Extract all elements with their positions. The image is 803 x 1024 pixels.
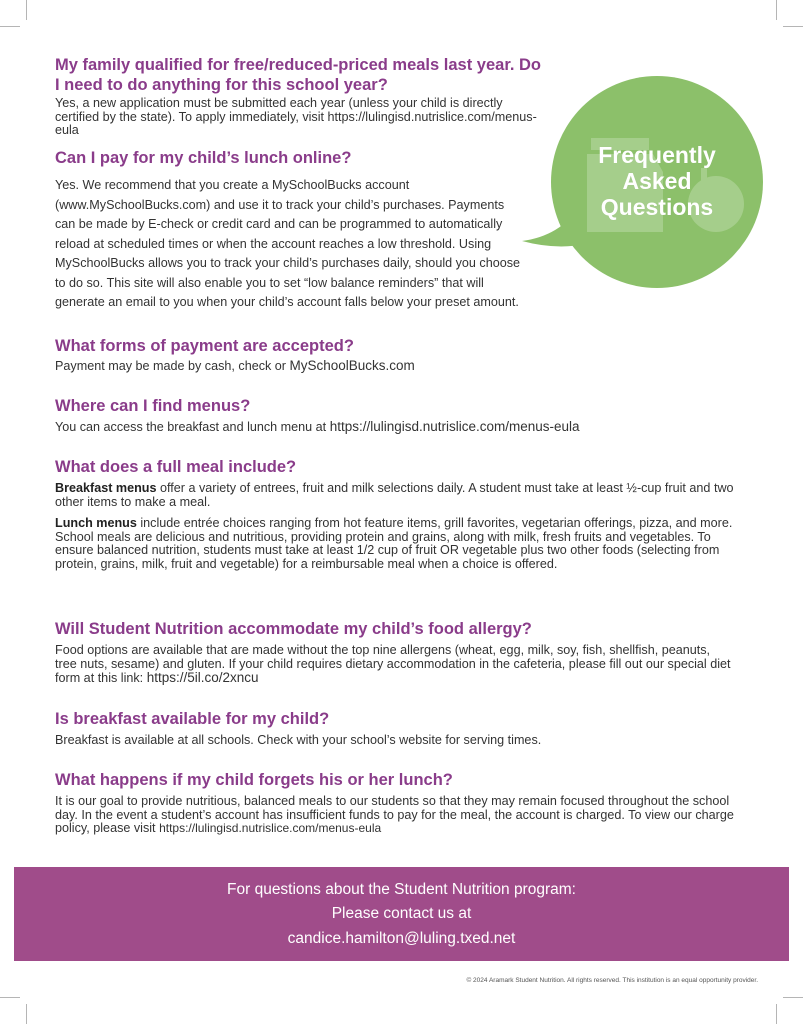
contact-email-link[interactable]: candice.hamilton@luling.txed.net <box>287 930 516 947</box>
faq-answer: Breakfast is available at all schools. Check with your school’s website for serving times. <box>55 733 542 747</box>
faq-question: What happens if my child forgets his or her lunch? <box>55 771 453 789</box>
faq-answer-text: Food options are available that are made without the top nine allergens (wheat, egg, milk, soy, fish, shellfish, peanuts, tree nuts, sesame) and gluten. If your child requires dietary accommodation in the cafeteria, please fill out our special diet form at this link: <box>55 643 731 686</box>
crop-mark <box>783 997 803 998</box>
crop-mark <box>776 0 777 20</box>
faq-question: Where can I find menus? <box>55 397 251 415</box>
faq-item-pay-online <box>55 148 525 313</box>
faq-question: What forms of payment are accepted? <box>55 337 354 355</box>
faq-answer <box>55 359 755 374</box>
badge-text <box>551 142 763 220</box>
faq-answer: Yes. We recommend that you create a MySchoolBucks account (www.MySchoolBucks.com) and use it to track your child’s purchases. Payments can be made by E-check or credit card and can be programmed to automatically reload at scheduled times or when the account reaches a low threshold. Using MySchoolBucks allows you to track your child’s purchases daily, should you choose to do so. This site will also enable you to set “low balance reminders” that will generate an email to you when your child’s account falls below your preset amount. <box>55 178 521 309</box>
crop-mark <box>776 1004 777 1024</box>
faq-question: My family qualified for free/reduced-priced meals last year. Do I need to do anything for this school year? <box>55 56 542 94</box>
crop-mark <box>0 997 20 998</box>
faq-answer-text: Payment may be made by cash, check or <box>55 359 286 373</box>
faq-answer-breakfast <box>55 482 735 509</box>
menus-link[interactable]: https://lulingisd.nutrislice.com/menus-eula <box>329 419 580 434</box>
special-diet-form-link[interactable]: https://5il.co/2xncu <box>146 670 259 686</box>
faq-item-menus <box>55 396 755 435</box>
faq-item-full-meal <box>55 457 735 572</box>
faq-answer: Yes, a new application must be submitted each year (unless your child is directly certified by the state). To apply immediately, visit https://lulingisd.nutrislice.com/menus-eula <box>55 96 537 138</box>
faq-question: Is breakfast available for my child? <box>55 710 330 728</box>
faq-question: Will Student Nutrition accommodate my child’s food allergy? <box>55 620 532 638</box>
breakfast-menus-label: Breakfast menus <box>55 481 157 495</box>
charge-policy-link[interactable]: https://lulingisd.nutrislice.com/menus-eula <box>159 821 382 836</box>
faq-answer <box>55 644 735 686</box>
faq-question: Can I pay for my child’s lunch online? <box>55 149 352 167</box>
badge-line-1: Frequently <box>598 142 716 168</box>
lunch-menus-label: Lunch menus <box>55 516 137 531</box>
faq-item-reapply <box>55 55 545 138</box>
faq-answer-lunch <box>55 517 735 571</box>
lunch-menus-text: include entrée choices ranging from hot feature items, grill favorites, vegetarian offerings, pizza, and more. School meals are delicious and nutritious, providing protein and grains, along with milk, fresh fruits and vegetables. To ensure balanced nutrition, students must take at least 1/2 cup of fruit OR vegetable plus two other foods (selecting from protein, grains, milk, fruit and vegetable) for a reimbursable meal when a choice is offered. <box>55 516 733 571</box>
footer-line-2: Please contact us at <box>331 905 472 922</box>
crop-mark <box>26 1004 27 1024</box>
faq-badge <box>520 76 766 266</box>
faq-item-breakfast <box>55 709 755 748</box>
faq-answer <box>55 795 745 836</box>
faq-question: What does a full meal include? <box>55 458 297 476</box>
crop-mark <box>783 26 803 27</box>
myschoolbucks-link[interactable]: MySchoolBucks.com <box>289 358 415 373</box>
badge-line-3: Questions <box>600 194 714 220</box>
footer-line-1: For questions about the Student Nutrition program: <box>227 881 576 898</box>
breakfast-menus-text: offer a variety of entrees, fruit and milk selections daily. A student must take at least ½-cup fruit and two other items to make a meal. <box>55 481 734 509</box>
faq-item-payment-forms <box>55 336 755 374</box>
contact-footer <box>14 867 789 961</box>
faq-item-forgot-lunch <box>55 770 775 836</box>
badge-line-2: Asked <box>622 168 692 194</box>
faq-answer-text: You can access the breakfast and lunch menu at <box>55 420 327 434</box>
crop-mark <box>26 0 27 20</box>
faq-item-food-allergy <box>55 619 735 686</box>
crop-mark <box>0 26 20 27</box>
faq-answer <box>55 420 755 435</box>
copyright-notice: © 2024 Aramark Student Nutrition. All rights reserved. This institution is an equal opportunity provider. <box>466 977 758 984</box>
faq-answer-text: It is our goal to provide nutritious, balanced meals to our students so that they may remain focused throughout the school day. In the event a student’s account has insufficient funds to pay for the meal, the account is charged. To view our charge policy, please visit <box>55 794 734 836</box>
